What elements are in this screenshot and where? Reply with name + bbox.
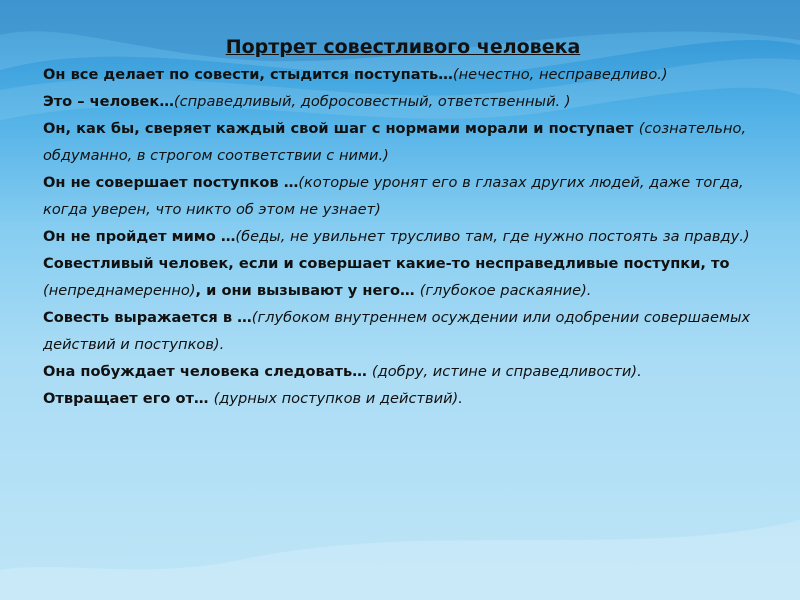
italic-text: (которые уронят его в глазах других людей, даже тогда, когда уверен, что никто об этом не узнает) — [43, 174, 744, 218]
slide-content — [43, 32, 763, 412]
bold-text: Это – человек… — [43, 93, 174, 110]
italic-text: (добру, истине и справедливости). — [371, 363, 642, 380]
paragraph — [43, 223, 763, 250]
italic-text: (беды, не увильнет трусливо там, где нужно постоять за правду.) — [235, 228, 750, 245]
bold-text: Он, как бы, сверяет каждый свой шаг с нормами морали и поступает — [43, 120, 639, 137]
paragraph — [43, 358, 763, 385]
paragraph-list — [43, 61, 763, 412]
italic-text: (справедливый, добросовестный, ответственный. ) — [173, 93, 571, 110]
italic-text: (нечестно, несправедливо.) — [452, 66, 668, 83]
bold-text: Он не совершает поступков … — [43, 174, 299, 191]
italic-text: (глубоком внутреннем осуждении или одобрении совершаемых действий и поступков). — [43, 309, 751, 353]
italic-text: (глубокое раскаяние). — [419, 282, 592, 299]
paragraph — [43, 169, 763, 223]
italic-text: (непреднамеренно) — [43, 282, 196, 299]
slide-title: Портрет совестливого человека — [225, 36, 581, 58]
italic-text: (дурных поступков и действий). — [213, 390, 463, 407]
italic-text: (сознательно, обдуманно, в строгом соответствии с ними.) — [43, 120, 747, 164]
bold-text: Он не пройдет мимо … — [43, 228, 236, 245]
bold-text: Совестливый человек, если и совершает какие-то несправедливые поступки, то — [43, 255, 730, 272]
bold-text: , и они вызывают у него… — [195, 282, 420, 299]
bold-text: Отвращает его от… — [43, 390, 214, 407]
paragraph — [43, 304, 763, 358]
paragraph — [43, 385, 763, 412]
paragraph — [43, 88, 763, 115]
paragraph — [43, 115, 763, 169]
bold-text: Совесть выражается в … — [43, 309, 252, 326]
paragraph — [43, 61, 763, 88]
bold-text: Он все делает по совести, стыдится поступать… — [43, 66, 453, 83]
bold-text: Она побуждает человека следовать… — [43, 363, 372, 380]
paragraph — [43, 250, 763, 304]
